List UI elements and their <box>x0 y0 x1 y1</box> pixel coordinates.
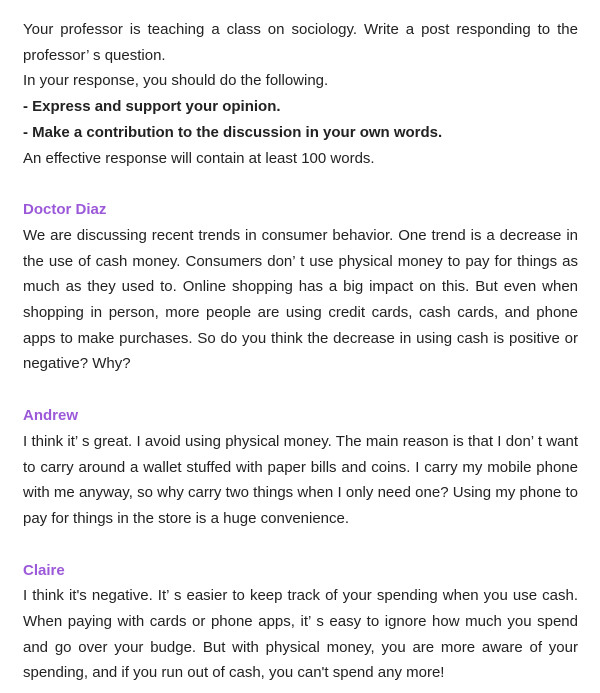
post-text: I think it's negative. It’ s easier to keep track of your spending when you use cash. When paying with cards or phone apps, it’ s easy to ignore how much you spend and go over your budge. But with physical money, you are more aware of your spending, and if you run out of cash, you can't spend any more! <box>23 587 578 682</box>
prompt-bullet-contribution: - Make a contribution to the discussion in your own words. <box>23 123 443 141</box>
prompt-intro: Your professor is teaching a class on sociology. Write a post responding to the professor’ s question. <box>23 21 578 64</box>
post-author-name: Doctor Diaz <box>23 201 107 219</box>
prompt-block <box>23 17 578 171</box>
post-student-claire <box>23 558 578 687</box>
prompt-bullet-opinion: - Express and support your opinion. <box>23 98 281 116</box>
post-professor <box>23 197 578 377</box>
post-text: I think it’ s great. I avoid using physical money. The main reason is that I don’ t want to carry around a wallet stuffed with paper bills and coins. I carry my mobile phone with me anyway, so why carry two things when I only need one? Using my phone to pay for things in the store is a huge convenience. <box>23 432 578 527</box>
prompt-instruction: In your response, you should do the following. <box>23 72 329 90</box>
prompt-requirement: An effective response will contain at least 100 words. <box>23 149 375 167</box>
post-text: We are discussing recent trends in consumer behavior. One trend is a decrease in the use of cash money. Consumers don’ t use physical money to pay for things as much as they used to. Online shopping has a big impact on this. But even when shopping in person, more people are using credit cards, cash cards, and phone apps to make purchases. So do you think the decrease in using cash is positive or negative? Why? <box>23 226 578 373</box>
post-author-name: Andrew <box>23 407 79 425</box>
post-student-andrew <box>23 403 578 532</box>
post-author-name: Claire <box>23 561 65 579</box>
